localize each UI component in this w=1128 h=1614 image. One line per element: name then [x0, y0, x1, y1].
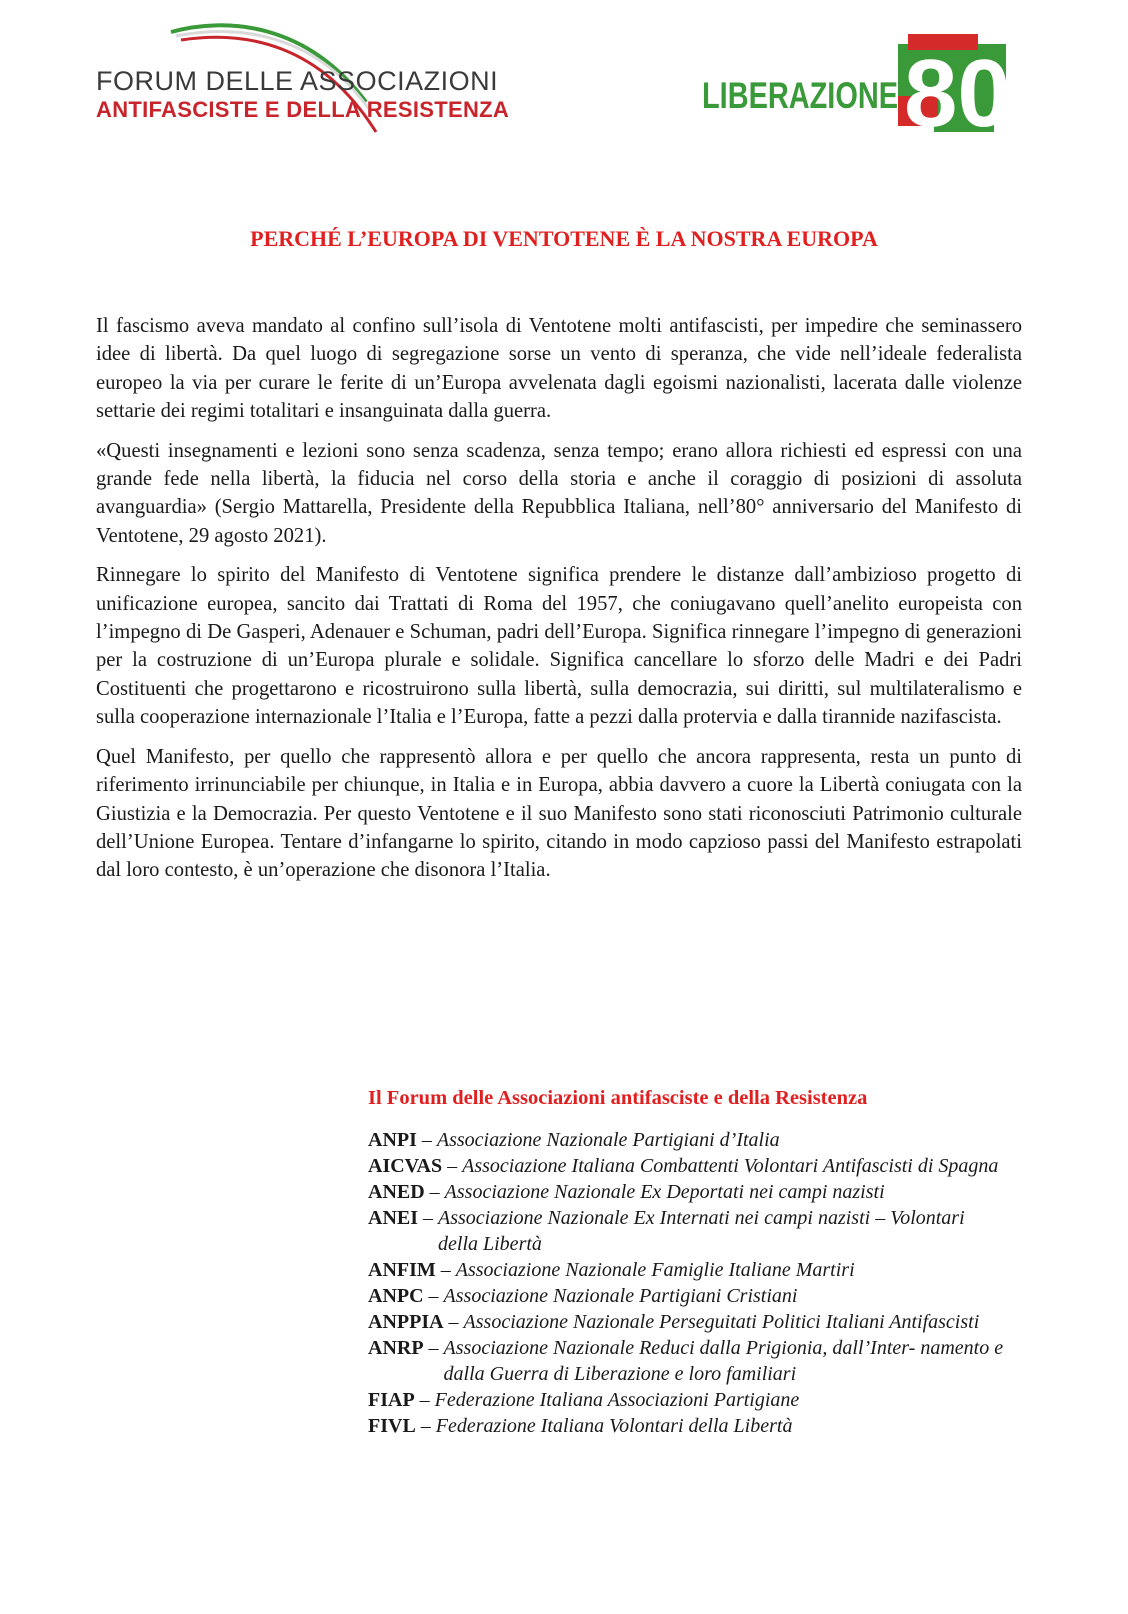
list-item: FIAP – Federazione Italiana Associazioni Partigiane [368, 1389, 800, 1411]
association-name: Federazione Italiana Associazioni Partigiane [434, 1389, 800, 1411]
association-abbr: ANPI [368, 1129, 417, 1151]
association-abbr: AICVAS [368, 1155, 443, 1177]
association-name: Associazione Nazionale Partigiani Cristiani [443, 1285, 798, 1307]
association-abbr: ANPPIA [368, 1311, 444, 1333]
association-abbr: ANEI [368, 1207, 419, 1229]
signatories-title: Il Forum delle Associazioni antifasciste e della Resistenza [368, 1087, 868, 1109]
association-abbr: ANFIM [368, 1259, 436, 1281]
list-item: ANPI – Associazione Nazionale Partigiani d’Italia [368, 1129, 780, 1151]
association-name: Associazione Nazionale Reduci dalla Prigionia, dall’Inter- namento e dalla Guerra di Liberazione e loro familiari [443, 1337, 1004, 1385]
forum-logo [96, 22, 536, 152]
document-title: PERCHÉ L’EUROPA DI VENTOTENE È LA NOSTRA EUROPA [250, 226, 878, 251]
list-item: ANPPIA – Associazione Nazionale Perseguitati Politici Italiani Antifascisti [368, 1311, 980, 1333]
liberazione-80-emblem [702, 30, 1032, 142]
association-name: Associazione Nazionale Ex Internati nei campi nazisti – Volontari della Libertà [438, 1207, 965, 1255]
list-item: FIVL – Federazione Italiana Volontari della Libertà [368, 1415, 793, 1437]
association-name: Associazione Italiana Combattenti Volontari Antifascisti di Spagna [462, 1155, 999, 1177]
liberazione-logo-number: 80 [904, 40, 1011, 142]
list-item: ANEI – Associazione Nazionale Ex Internati nei campi nazisti – Volontari della Libertà [368, 1205, 1008, 1257]
association-abbr: ANPC [368, 1285, 424, 1307]
association-abbr: ANED [368, 1181, 425, 1203]
paragraph: Il fascismo aveva mandato al confino sull’isola di Ventotene molti antifascisti, per impedire che seminassero idee di libertà. Da quel luogo di segregazione sorse un vento di speranza, che vide nell’ideale federalista europeo la via per curare le ferite di un’Europa avvelenata dagli egoismi nazionalisti, lacerata dalle violenze settarie dei regimi totalitari e insanguinata dalla guerra. [96, 315, 1022, 423]
list-item: AICVAS – Associazione Italiana Combattenti Volontari Antifascisti di Spagna [368, 1155, 999, 1177]
association-name: Associazione Nazionale Famiglie Italiane Martiri [455, 1259, 855, 1281]
association-abbr: FIAP [368, 1389, 415, 1411]
association-name: Associazione Nazionale Perseguitati Politici Italiani Antifascisti [463, 1311, 980, 1333]
paragraph: «Questi insegnamenti e lezioni sono senza scadenza, senza tempo; erano allora richiesti ed espressi con una grande fede nella libertà, la fiducia nel corso della storia e anche il coraggio di posizioni di assoluta avanguardia» (Sergio Mattarella, Presidente della Repubblica Italiana, nell’80° anniversario del Manifesto di Ventotene, 29 agosto 2021). [96, 439, 1022, 547]
association-abbr: ANRP [368, 1337, 424, 1359]
body-text [96, 312, 1022, 896]
forum-logo-line1: FORUM DELLE ASSOCIAZIONI [96, 66, 499, 96]
association-name: Federazione Italiana Volontari della Libertà [435, 1415, 793, 1437]
letterhead [0, 0, 1128, 170]
forum-logo-line2: ANTIFASCISTE E DELLA RESISTENZA [96, 97, 510, 122]
liberazione-80-logo [702, 30, 1032, 142]
liberazione-logo-text: LIBERAZIONE [702, 75, 898, 116]
association-name: Associazione Nazionale Ex Deportati nei campi nazisti [444, 1181, 885, 1203]
association-name: Associazione Nazionale Partigiani d’Italia [436, 1129, 780, 1151]
paragraph: Quel Manifesto, per quello che rappresentò allora e per quello che ancora rappresenta, resta un punto di riferimento irrinunciabile per chiunque, in Italia e in Europa, abbia davvero a cuore la Libertà coniugata con la Giustizia e la Democrazia. Per questo Ventotene e il suo Manifesto sono stati riconosciuti Patrimonio culturale dell’Unione Europea. Tentare d’infangarne lo spirito, citando in modo capzioso passi del Manifesto estrapolati dal loro contesto, è un’operazione che disonora l’Italia. [96, 745, 1022, 882]
list-item: ANED – Associazione Nazionale Ex Deportati nei campi nazisti [368, 1181, 885, 1203]
list-item: ANPC – Associazione Nazionale Partigiani Cristiani [368, 1285, 798, 1307]
list-item: ANFIM – Associazione Nazionale Famiglie Italiane Martiri [368, 1259, 855, 1281]
association-abbr: FIVL [368, 1415, 416, 1437]
list-item: ANRP – Associazione Nazionale Reduci dalla Prigionia, dall’Inter- namento e dalla Guerra di Liberazione e loro familiari [368, 1335, 1008, 1387]
paragraph: Rinnegare lo spirito del Manifesto di Ventotene significa prendere le distanze dall’ambizioso progetto di unificazione europea, sancito dai Trattati di Roma del 1957, che coniugavano quell’anelito europeista con l’impegno di De Gasperi, Adenauer e Schuman, padri dell’Europa. Significa rinnegare l’impegno di generazioni per la costruzione di un’Europa plurale e solidale. Significa cancellare lo sforzo delle Madri e dei Padri Costituenti che progettarono e ricostruirono sulla libertà, sulla democrazia, sui diritti, sul multilateralismo e sulla cooperazione internazionale l’Italia e l’Europa, fatte a pezzi dalla protervia e dalla tirannide nazifascista. [96, 564, 1022, 729]
signatories-list [368, 1085, 1008, 1439]
